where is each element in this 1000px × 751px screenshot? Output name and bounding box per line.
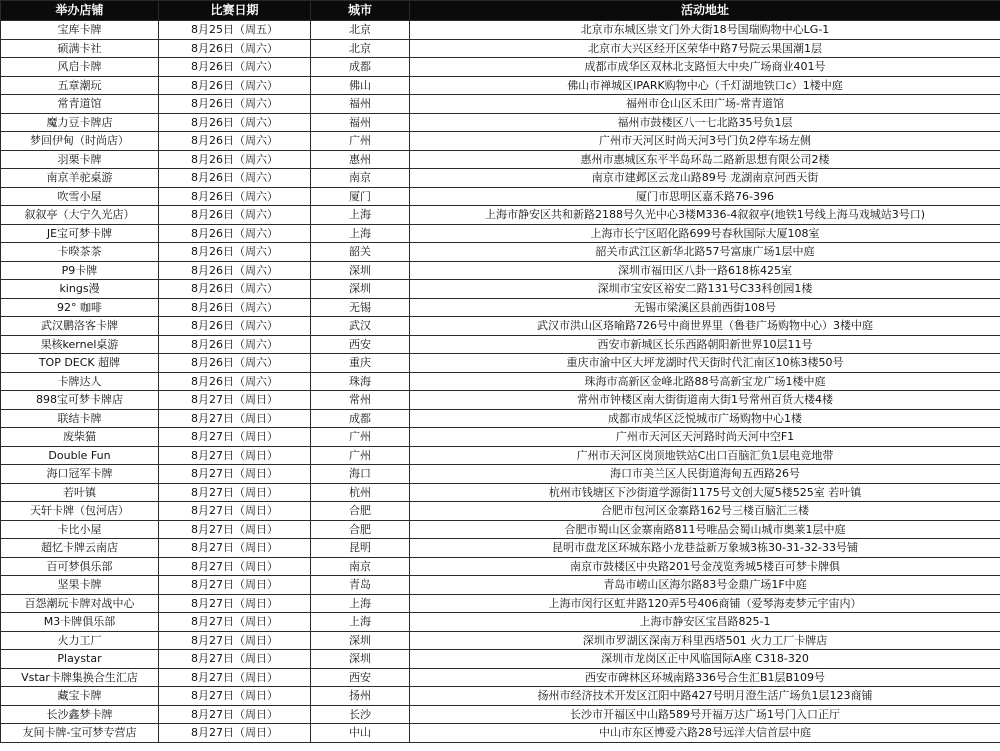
store-cell: M3卡牌俱乐部 [1,613,159,632]
date-cell: 8月25日（周五） [159,21,311,40]
store-cell: Playstar [1,650,159,669]
address-cell: 无锡市梁溪区县前西街108号 [410,298,1000,317]
store-cell: Double Fun [1,446,159,465]
date-cell: 8月26日（周六） [159,95,311,114]
date-cell: 8月26日（周六） [159,280,311,299]
address-cell: 西安市新城区长乐西路朝阳新世界10层11号 [410,335,1000,354]
store-cell: 硕满卡社 [1,39,159,58]
city-cell: 成都 [311,409,410,428]
table-row [1,428,1000,447]
table-row [1,169,1000,188]
city-cell: 南京 [311,169,410,188]
store-cell: 火力工厂 [1,631,159,650]
city-cell: 福州 [311,95,410,114]
table-header-row [1,1,1000,21]
city-cell: 北京 [311,21,410,40]
date-cell: 8月27日（周日） [159,409,311,428]
table-row [1,631,1000,650]
address-cell: 杭州市钱塘区下沙街道学源街1175号文创大厦5楼525室 若叶镇 [410,483,1000,502]
address-cell: 上海市静安区共和新路2188号久光中心3楼M336-4叙叙亭(地铁1号线上海马戏城站3号口) [410,206,1000,225]
date-cell: 8月26日（周六） [159,132,311,151]
table-row [1,372,1000,391]
table-row [1,391,1000,410]
city-cell: 上海 [311,224,410,243]
table-row [1,224,1000,243]
table-row [1,113,1000,132]
table-row [1,243,1000,262]
table-row [1,594,1000,613]
table-row [1,724,1000,743]
address-cell: 合肥市蜀山区金寨南路811号唯品会蜀山城市奥莱1层中庭 [410,520,1000,539]
city-cell: 深圳 [311,650,410,669]
address-cell: 厦门市思明区嘉禾路76-396 [410,187,1000,206]
date-cell: 8月27日（周日） [159,465,311,484]
date-cell: 8月27日（周日） [159,520,311,539]
date-cell: 8月27日（周日） [159,668,311,687]
store-cell: 五章潮玩 [1,76,159,95]
store-cell: kings漫 [1,280,159,299]
store-cell: 宝库卡牌 [1,21,159,40]
store-cell: 长沙鑫梦卡牌 [1,705,159,724]
address-cell: 扬州市经济技术开发区江阳中路427号明月澄生活广场负1层123商铺 [410,687,1000,706]
table-row [1,650,1000,669]
date-cell: 8月26日（周六） [159,58,311,77]
date-cell: 8月27日（周日） [159,557,311,576]
city-cell: 深圳 [311,280,410,299]
address-cell: 南京市鼓楼区中央路201号金茂览秀城5楼百可梦卡牌俱 [410,557,1000,576]
table-row [1,280,1000,299]
table-row [1,58,1000,77]
date-cell: 8月26日（周六） [159,150,311,169]
city-cell: 深圳 [311,261,410,280]
address-cell: 深圳市龙岗区正中风临国际A座 C318-320 [410,650,1000,669]
date-cell: 8月26日（周六） [159,243,311,262]
store-cell: 藏宝卡牌 [1,687,159,706]
table-row [1,187,1000,206]
table-row [1,557,1000,576]
address-cell: 上海市长宁区昭化路699号春秋国际大厦108室 [410,224,1000,243]
table-row [1,613,1000,632]
address-cell: 深圳市宝安区裕安二路131号C33科创园1楼 [410,280,1000,299]
city-cell: 合肥 [311,502,410,521]
store-cell: 常青道馆 [1,95,159,114]
city-cell: 杭州 [311,483,410,502]
date-cell: 8月26日（周六） [159,224,311,243]
address-cell: 武汉市洪山区珞喻路726号中商世界里（鲁巷广场购物中心）3楼中庭 [410,317,1000,336]
date-cell: 8月27日（周日） [159,687,311,706]
table-row [1,668,1000,687]
table-row [1,687,1000,706]
address-cell: 西安市碑林区环城南路336号合生汇B1层B109号 [410,668,1000,687]
store-cell: JE宝可梦卡牌 [1,224,159,243]
store-cell: P9卡牌 [1,261,159,280]
store-cell: 百怨潮玩卡牌对战中心 [1,594,159,613]
city-cell: 长沙 [311,705,410,724]
table-row [1,539,1000,558]
store-cell: 百可梦俱乐部 [1,557,159,576]
address-cell: 广州市天河区岗顶地铁站C出口百脑汇负1层电竞地带 [410,446,1000,465]
city-cell: 合肥 [311,520,410,539]
table-row [1,132,1000,151]
date-cell: 8月26日（周六） [159,335,311,354]
table-row [1,446,1000,465]
address-cell: 福州市鼓楼区八一七北路35号负1层 [410,113,1000,132]
city-cell: 武汉 [311,317,410,336]
date-cell: 8月26日（周六） [159,187,311,206]
table-row [1,39,1000,58]
city-cell: 韶关 [311,243,410,262]
city-cell: 广州 [311,446,410,465]
city-cell: 南京 [311,557,410,576]
date-cell: 8月27日（周日） [159,391,311,410]
date-cell: 8月26日（周六） [159,113,311,132]
table-row [1,298,1000,317]
city-cell: 扬州 [311,687,410,706]
address-cell: 北京市东城区崇文门外大街18号国瑞购物中心LG-1 [410,21,1000,40]
date-cell: 8月26日（周六） [159,39,311,58]
date-cell: 8月27日（周日） [159,428,311,447]
table-row [1,21,1000,40]
store-cell: 联结卡牌 [1,409,159,428]
date-cell: 8月27日（周日） [159,594,311,613]
store-cell: 梦回伊甸（时尚店） [1,132,159,151]
address-cell: 珠海市高新区金峰北路88号高新宝龙广场1楼中庭 [410,372,1000,391]
city-cell: 西安 [311,335,410,354]
city-cell: 广州 [311,132,410,151]
date-cell: 8月27日（周日） [159,705,311,724]
address-cell: 北京市大兴区经开区荣华中路7号院云果国潮1层 [410,39,1000,58]
date-cell: 8月26日（周六） [159,317,311,336]
table-row [1,409,1000,428]
table-row [1,483,1000,502]
store-cell: 南京羊驼桌游 [1,169,159,188]
table-row [1,576,1000,595]
address-cell: 南京市建邺区云龙山路89号 龙湖南京河西天街 [410,169,1000,188]
table-row [1,335,1000,354]
table-row [1,465,1000,484]
date-cell: 8月27日（周日） [159,483,311,502]
address-cell: 上海市闵行区虹井路120弄5号406商铺（爱琴海麦梦元宇宙内） [410,594,1000,613]
address-cell: 成都市成华区泛悦城市广场购物中心1楼 [410,409,1000,428]
city-cell: 惠州 [311,150,410,169]
city-cell: 上海 [311,594,410,613]
store-cell: TOP DECK 超牌 [1,354,159,373]
city-cell: 成都 [311,58,410,77]
store-cell: 若叶镇 [1,483,159,502]
city-cell: 常州 [311,391,410,410]
store-cell: 超忆卡牌云南店 [1,539,159,558]
header-address: 活动地址 [410,1,1000,21]
date-cell: 8月26日（周六） [159,76,311,95]
address-cell: 青岛市崂山区海尔路83号金鼎广场1F中庭 [410,576,1000,595]
store-cell: 卡牌达人 [1,372,159,391]
city-cell: 福州 [311,113,410,132]
store-cell: 武汉鹏洛客卡牌 [1,317,159,336]
city-cell: 上海 [311,206,410,225]
table-row [1,705,1000,724]
address-cell: 重庆市渝中区大坪龙湖时代天街时代汇南区10栋3楼50号 [410,354,1000,373]
table-row [1,76,1000,95]
date-cell: 8月27日（周日） [159,631,311,650]
table-row [1,502,1000,521]
address-cell: 上海市静安区宝昌路825-1 [410,613,1000,632]
address-cell: 佛山市禅城区IPARK购物中心（千灯湖地铁口c）1楼中庭 [410,76,1000,95]
date-cell: 8月26日（周六） [159,298,311,317]
table-row [1,520,1000,539]
address-cell: 中山市东区博爱六路28号远洋大信首层中庭 [410,724,1000,743]
date-cell: 8月26日（周六） [159,354,311,373]
date-cell: 8月26日（周六） [159,261,311,280]
store-cell: 898宝可梦卡牌店 [1,391,159,410]
address-cell: 昆明市盘龙区环城东路小龙巷益新万象城3栋30-31-32-33号铺 [410,539,1000,558]
city-cell: 西安 [311,668,410,687]
store-cell: 坚果卡牌 [1,576,159,595]
address-cell: 合肥市包河区金寨路162号三楼百脑汇三楼 [410,502,1000,521]
city-cell: 北京 [311,39,410,58]
address-cell: 海口市美兰区人民街道海甸五西路26号 [410,465,1000,484]
date-cell: 8月27日（周日） [159,724,311,743]
header-date: 比赛日期 [159,1,311,21]
table-row [1,261,1000,280]
date-cell: 8月27日（周日） [159,446,311,465]
city-cell: 珠海 [311,372,410,391]
date-cell: 8月27日（周日） [159,502,311,521]
table-row [1,206,1000,225]
store-cell: 叙叙亭（大宁久光店） [1,206,159,225]
address-cell: 成都市成华区双林北支路恒大中央广场商业401号 [410,58,1000,77]
header-city: 城市 [311,1,410,21]
store-cell: 羽栗卡牌 [1,150,159,169]
date-cell: 8月26日（周六） [159,169,311,188]
address-cell: 福州市仓山区禾田广场-常青道馆 [410,95,1000,114]
city-cell: 昆明 [311,539,410,558]
store-cell: 吹雪小屋 [1,187,159,206]
date-cell: 8月27日（周日） [159,650,311,669]
store-cell: 天轩卡牌（包河店） [1,502,159,521]
date-cell: 8月26日（周六） [159,372,311,391]
store-cell: 风启卡牌 [1,58,159,77]
city-cell: 青岛 [311,576,410,595]
store-cell: 卡暌茶茶 [1,243,159,262]
address-cell: 长沙市开福区中山路589号开福万达广场1号门入口正厅 [410,705,1000,724]
table-row [1,150,1000,169]
address-cell: 韶关市武江区新华北路57号富康广场1层中庭 [410,243,1000,262]
date-cell: 8月26日（周六） [159,206,311,225]
store-cell: Vstar卡牌集换合生汇店 [1,668,159,687]
city-cell: 中山 [311,724,410,743]
store-cell: 废柴猫 [1,428,159,447]
city-cell: 广州 [311,428,410,447]
address-cell: 深圳市罗湖区深南万科里西塔501 火力工厂卡牌店 [410,631,1000,650]
table-row [1,317,1000,336]
store-cell: 友间卡牌-宝可梦专营店 [1,724,159,743]
store-cell: 果核kernel桌游 [1,335,159,354]
city-cell: 深圳 [311,631,410,650]
address-cell: 惠州市惠城区东平半岛环岛二路新思想有限公司2楼 [410,150,1000,169]
store-cell: 魔力豆卡牌店 [1,113,159,132]
store-cell: 海口冠军卡牌 [1,465,159,484]
address-cell: 常州市钟楼区南大街街道南大街1号常州百货大楼4楼 [410,391,1000,410]
table-row [1,354,1000,373]
city-cell: 无锡 [311,298,410,317]
city-cell: 重庆 [311,354,410,373]
store-cell: 92° 咖啡 [1,298,159,317]
date-cell: 8月27日（周日） [159,576,311,595]
date-cell: 8月27日（周日） [159,539,311,558]
store-cell: 卡比小屋 [1,520,159,539]
city-cell: 上海 [311,613,410,632]
city-cell: 海口 [311,465,410,484]
address-cell: 广州市天河区时尚天河3号门负2停车场左侧 [410,132,1000,151]
address-cell: 深圳市福田区八卦一路618栋425室 [410,261,1000,280]
city-cell: 厦门 [311,187,410,206]
city-cell: 佛山 [311,76,410,95]
header-store: 举办店铺 [1,1,159,21]
table-row [1,95,1000,114]
date-cell: 8月27日（周日） [159,613,311,632]
address-cell: 广州市天河区天河路时尚天河中空F1 [410,428,1000,447]
